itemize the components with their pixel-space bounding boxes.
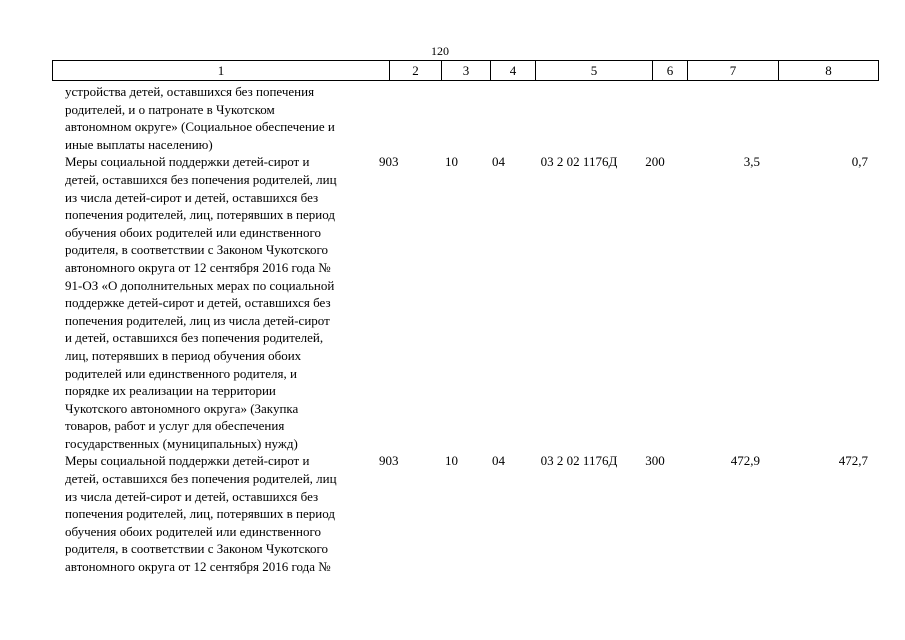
row-amount-2: 472,7	[838, 453, 868, 469]
column-header-1: 1	[53, 61, 390, 81]
column-header-8: 8	[779, 61, 879, 81]
table-row	[52, 83, 874, 153]
row-section-code: 10	[445, 453, 458, 469]
row-grbs-code: 903	[379, 154, 399, 170]
budget-table-body	[52, 83, 874, 576]
row-target-code: 03 2 02 1176Д	[540, 154, 618, 170]
row-description: Меры социальной поддержки детей-сирот и детей, оставшихся без попечения родителей, лиц из числа детей-сирот и детей, оставшихся без попечения родителей, лиц, потерявших в период обучения обоих родителей или единственного родителя, в соответствии с Законом Чукотского автономного округа от 12 сентября 2016 года №	[65, 453, 337, 575]
row-subsection-code: 04	[492, 453, 505, 469]
column-header-4: 4	[491, 61, 536, 81]
row-description: Меры социальной поддержки детей-сирот и детей, оставшихся без попечения родителей, лиц из числа детей-сирот и детей, оставшихся без попечения родителей, лиц, потерявших в период обучения обоих родителей или единственного родителя, в соответствии с Законом Чукотского автономного округа от 12 сентября 2016 года № 91-ОЗ «О дополнительных мерах по социальной поддержке детей-сирот и детей, оставшихся без попечения родителей, лиц из числа детей-сирот и детей, оставшихся без попечения родителей, лиц, потерявших в период обучения обоих родителей или единственного родителя, и порядке их реализации на территории Чукотского автономного округа» (Закупка товаров, работ и услуг для обеспечения государственных (муниципальных) нужд)	[65, 154, 337, 451]
column-header-table	[52, 60, 879, 81]
row-grbs-code: 903	[379, 453, 399, 469]
row-amount-1: 472,9	[730, 453, 760, 469]
column-header-5: 5	[536, 61, 653, 81]
row-expense-type-code: 200	[645, 154, 665, 170]
table-row	[52, 153, 874, 452]
column-header-2: 2	[390, 61, 442, 81]
column-header-6: 6	[653, 61, 688, 81]
table-row	[52, 452, 874, 575]
column-header-3: 3	[442, 61, 491, 81]
column-header-7: 7	[688, 61, 779, 81]
row-description: устройства детей, оставшихся без попечения родителей, и о патронате в Чукотском автономном округе» (Социальное обеспечение и иные выплаты населению)	[65, 84, 335, 152]
row-amount-2: 0,7	[851, 154, 868, 170]
row-subsection-code: 04	[492, 154, 505, 170]
row-expense-type-code: 300	[645, 453, 665, 469]
column-header-row	[53, 61, 879, 81]
row-amount-1: 3,5	[743, 154, 760, 170]
row-target-code: 03 2 02 1176Д	[540, 453, 618, 469]
page-number: 120	[431, 44, 449, 58]
row-section-code: 10	[445, 154, 458, 170]
